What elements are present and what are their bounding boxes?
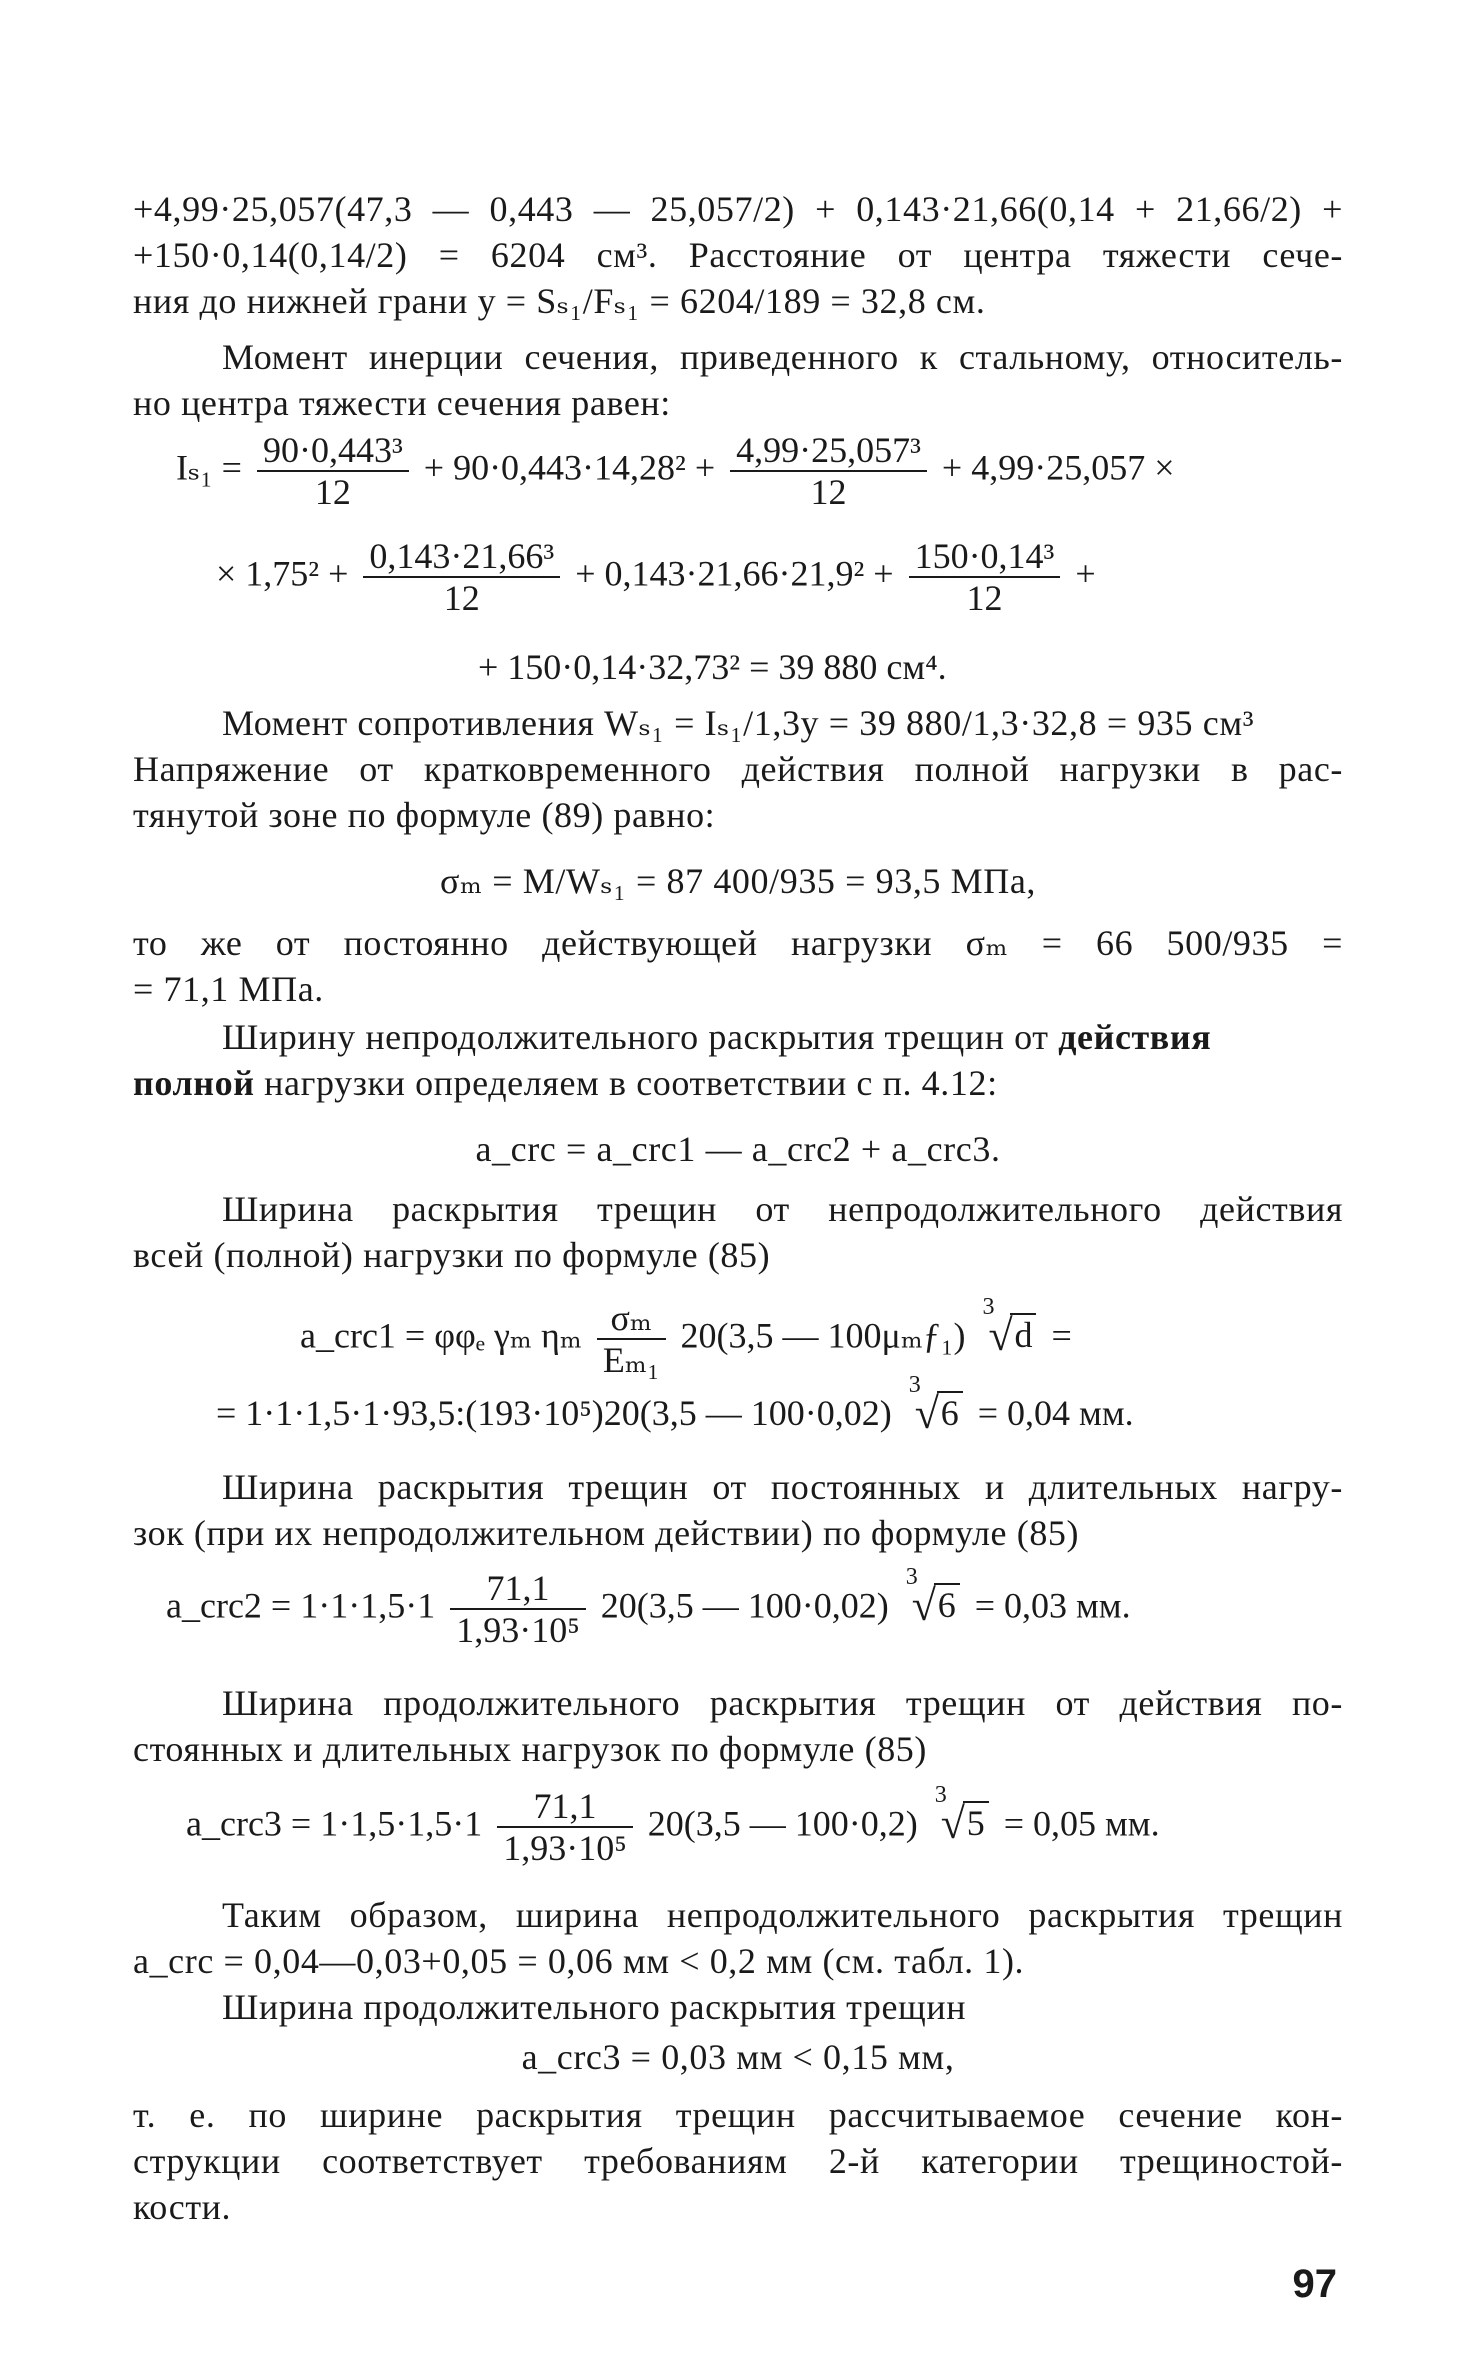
- equation-acrc3-result: a_crc3 = 0,03 мм < 0,15 мм,: [521, 2037, 955, 2077]
- text-line: всей (полной) нагрузки по формуле (85): [133, 1235, 771, 1275]
- text-line: +4,99·25,057(47,3 — 0,443 — 25,057/2) + 0,143·21,66(0,14 + 21,66/2) +: [133, 189, 1343, 229]
- paragraph-start: Ширина раскрытия трещин от непродолжительного действия: [222, 1189, 1343, 1229]
- paragraph-start: Ширина раскрытия трещин от постоянных и длительных нагру-: [222, 1467, 1343, 1507]
- cube-root: 3 √ 5: [933, 1802, 989, 1844]
- bold-word: полной: [133, 1063, 255, 1103]
- equation-acrc1: a_crc1 = φφₑ γₘ ηₘ $\frac{\text{σₘ}}{\text{Eₘ₁}}$ 20(3,5 — 100μₘƒ₁) 3 √ d =: [300, 1294, 1072, 1380]
- text-line: полной нагрузки определяем в соответствии с п. 4.12:: [133, 1063, 998, 1103]
- paragraph-start: Ширину непродолжительного раскрытия трещин от действия: [222, 1017, 1212, 1057]
- fraction: $\frac{\text{150·0,14³}}{12}$: [909, 536, 1061, 618]
- eq-term: × 1,75² +: [216, 553, 349, 594]
- equation-acrc: a_crc = a_crc1 — a_crc2 + a_crc3.: [475, 1129, 1001, 1169]
- paragraph-start: Ширина продолжительного раскрытия трещин от действия по-: [222, 1683, 1343, 1723]
- equation-inertia-row3: + 150·0,14·32,73² = 39 880 см⁴.: [478, 647, 947, 687]
- paragraph-start: Момент инерции сечения, приведенного к стальному, относитель-: [222, 337, 1343, 377]
- fraction: $\frac{71,1}{\text{1,93·10⁵}}$: [450, 1568, 586, 1650]
- text-line: то же от постоянно действующей нагрузки σₘ = 66 500/935 =: [133, 923, 1343, 963]
- text-line: тянутой зоне по формуле (89) равно:: [133, 795, 716, 835]
- fraction: $\frac{\text{90·0,443³}}{12}$: [257, 430, 409, 512]
- fraction: $\frac{71,1}{\text{1,93·10⁵}}$: [497, 1786, 633, 1868]
- text-line: a_crc = 0,04—0,03+0,05 = 0,06 мм < 0,2 мм (см. табл. 1).: [133, 1941, 1025, 1981]
- fraction: $\frac{\text{σₘ}}{\text{Eₘ₁}}$: [597, 1298, 666, 1380]
- equation-inertia-row1: [176, 430, 1175, 512]
- bold-word: действия: [1058, 1017, 1212, 1057]
- text-line: кости.: [133, 2187, 232, 2227]
- equation-acrc2: a_crc2 = 1·1·1,5·1 $\frac{71,1}{\text{1,93·10⁵}}$ 20(3,5 — 100·0,02) 3 √ 6 = 0,03 мм.: [166, 1564, 1131, 1650]
- text-line: +150·0,14(0,14/2) = 6204 см³. Расстояние от центра тяжести сече-: [133, 235, 1343, 275]
- equation-sigma: σₘ = M/Wₛ₁ = 87 400/935 = 93,5 МПа,: [439, 861, 1037, 901]
- text-line: но центра тяжести сечения равен:: [133, 383, 671, 423]
- equation-acrc1-cont: = 1·1·1,5·1·93,5:(193·10⁵)20(3,5 — 100·0,02) 3 √ 6 = 0,04 мм.: [216, 1372, 1134, 1438]
- text-line: зок (при их непродолжительном действии) по формуле (85): [133, 1513, 1080, 1553]
- paragraph-start: Момент сопротивления Wₛ₁ = Iₛ₁/1,3y = 39 880/1,3·32,8 = 935 см³: [222, 703, 1255, 743]
- page-number: 97: [1292, 2262, 1337, 2306]
- eq-lhs: Iₛ₁ =: [176, 447, 242, 488]
- paragraph-start: Ширина продолжительного раскрытия трещин: [222, 1987, 967, 2027]
- text-line: Напряжение от кратковременного действия полной нагрузки в рас-: [133, 749, 1343, 789]
- paragraph-start: Таким образом, ширина непродолжительного раскрытия трещин: [222, 1895, 1343, 1935]
- eq-term: +: [1075, 553, 1096, 594]
- equation-inertia-row2: [216, 536, 1096, 618]
- eq-term: + 4,99·25,057 ×: [941, 447, 1175, 488]
- fraction: $\frac{\text{0,143·21,66³}}{12}$: [363, 536, 560, 618]
- equation-acrc3: a_crc3 = 1·1,5·1,5·1 $\frac{71,1}{\text{1,93·10⁵}}$ 20(3,5 — 100·0,2) 3 √ 5 = 0,05 мм.: [186, 1782, 1160, 1868]
- cube-root: 3 √ 6: [904, 1584, 960, 1626]
- text-line: струкции соответствует требованиям 2-й категории трещиностой-: [133, 2141, 1343, 2181]
- text-line: т. е. по ширине раскрытия трещин рассчитываемое сечение кон-: [133, 2095, 1343, 2135]
- eq-term: + 0,143·21,66·21,9² +: [575, 553, 894, 594]
- fraction: $\frac{\text{4,99·25,057³}}{12}$: [730, 430, 927, 512]
- eq-term: + 90·0,443·14,28² +: [423, 447, 716, 488]
- cube-root: 3 √ d: [980, 1314, 1036, 1356]
- text-line: ния до нижней грани y = Sₛ₁/Fₛ₁ = 6204/189 = 32,8 см.: [133, 281, 986, 321]
- text-line: стоянных и длительных нагрузок по формуле (85): [133, 1729, 927, 1769]
- cube-root: 3 √ 6: [907, 1392, 963, 1434]
- text-line: = 71,1 МПа.: [133, 969, 324, 1009]
